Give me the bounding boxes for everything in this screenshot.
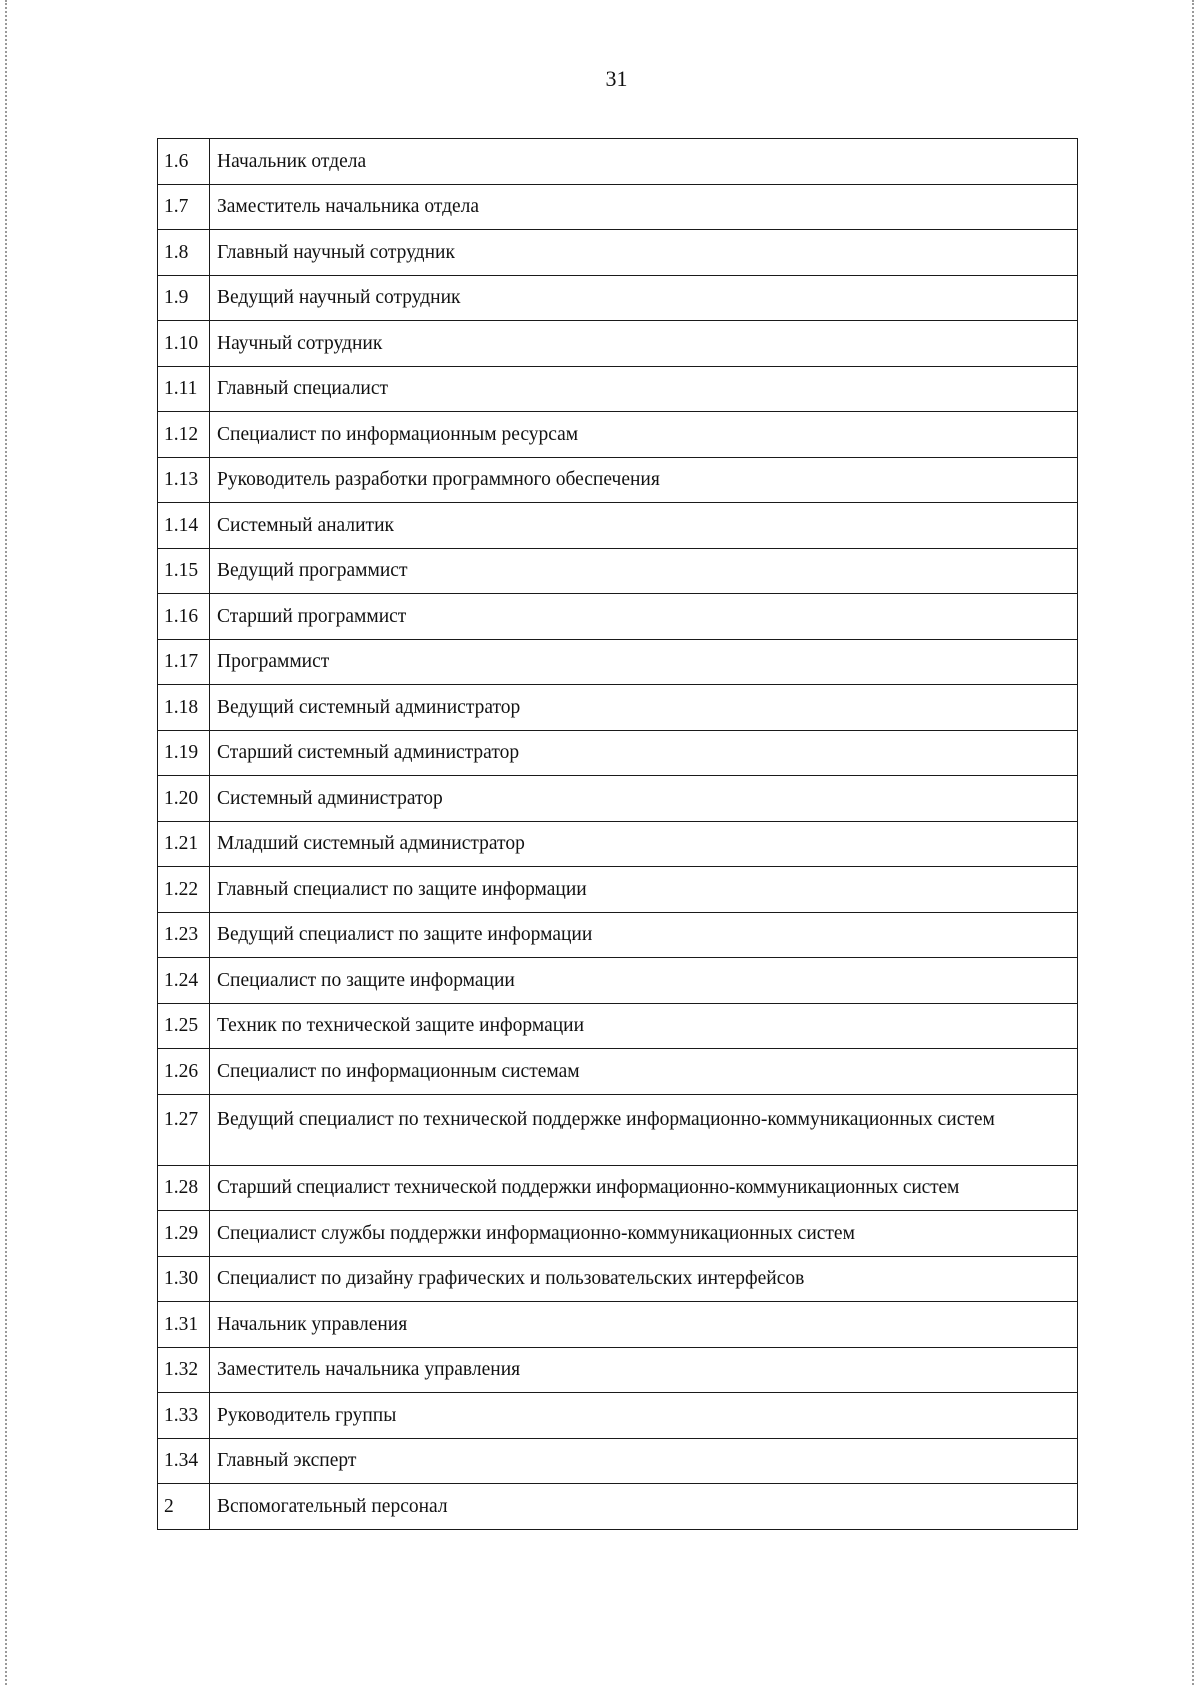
table-row <box>158 366 1078 412</box>
table-row <box>158 1347 1078 1393</box>
row-number: 1.34 <box>158 1438 210 1484</box>
table-row <box>158 639 1078 685</box>
row-number: 1.9 <box>158 275 210 321</box>
row-number: 1.20 <box>158 776 210 822</box>
row-number: 1.7 <box>158 184 210 230</box>
row-number: 1.28 <box>158 1165 210 1211</box>
table-row <box>158 867 1078 913</box>
row-number: 1.19 <box>158 730 210 776</box>
table-row <box>158 412 1078 458</box>
table-row <box>158 503 1078 549</box>
table-row <box>158 1094 1078 1165</box>
row-number: 1.26 <box>158 1049 210 1095</box>
row-number: 1.30 <box>158 1256 210 1302</box>
table-row <box>158 685 1078 731</box>
position-title: Ведущий системный администратор <box>210 685 1078 731</box>
table-row <box>158 1438 1078 1484</box>
table-row <box>158 1256 1078 1302</box>
table-row <box>158 1003 1078 1049</box>
row-number: 1.13 <box>158 457 210 503</box>
table-row <box>158 548 1078 594</box>
table-row <box>158 1393 1078 1439</box>
table-row <box>158 821 1078 867</box>
row-number: 1.15 <box>158 548 210 594</box>
table-row <box>158 912 1078 958</box>
position-title: Начальник управления <box>210 1302 1078 1348</box>
row-number: 1.25 <box>158 1003 210 1049</box>
row-number: 1.21 <box>158 821 210 867</box>
position-title: Специалист по информационным системам <box>210 1049 1078 1095</box>
table-row <box>158 139 1078 185</box>
table-row <box>158 776 1078 822</box>
table-row <box>158 1302 1078 1348</box>
position-title: Руководитель разработки программного обеспечения <box>210 457 1078 503</box>
position-title: Главный научный сотрудник <box>210 230 1078 276</box>
position-title: Специалист по защите информации <box>210 958 1078 1004</box>
table-row <box>158 275 1078 321</box>
position-title: Программист <box>210 639 1078 685</box>
table-row <box>158 1165 1078 1211</box>
position-title: Системный администратор <box>210 776 1078 822</box>
row-number: 1.14 <box>158 503 210 549</box>
row-number: 1.16 <box>158 594 210 640</box>
position-title: Специалист службы поддержки информационно-коммуникационных систем <box>210 1211 1078 1257</box>
position-title: Руководитель группы <box>210 1393 1078 1439</box>
row-number: 1.12 <box>158 412 210 458</box>
position-title: Специалист по дизайну графических и пользовательских интерфейсов <box>210 1256 1078 1302</box>
position-title: Системный аналитик <box>210 503 1078 549</box>
row-number: 1.31 <box>158 1302 210 1348</box>
table-row <box>158 457 1078 503</box>
position-title: Главный эксперт <box>210 1438 1078 1484</box>
table-row <box>158 184 1078 230</box>
row-number: 1.29 <box>158 1211 210 1257</box>
position-title: Специалист по информационным ресурсам <box>210 412 1078 458</box>
position-title: Старший программист <box>210 594 1078 640</box>
row-number: 1.33 <box>158 1393 210 1439</box>
positions-table <box>157 138 1078 1530</box>
position-title: Научный сотрудник <box>210 321 1078 367</box>
row-number: 2 <box>158 1484 210 1530</box>
table-row <box>158 594 1078 640</box>
row-number: 1.10 <box>158 321 210 367</box>
position-title: Ведущий специалист по защите информации <box>210 912 1078 958</box>
table-row <box>158 321 1078 367</box>
table-row <box>158 730 1078 776</box>
row-number: 1.17 <box>158 639 210 685</box>
row-number: 1.24 <box>158 958 210 1004</box>
position-title: Главный специалист по защите информации <box>210 867 1078 913</box>
row-number: 1.23 <box>158 912 210 958</box>
position-title: Заместитель начальника отдела <box>210 184 1078 230</box>
position-title: Ведущий научный сотрудник <box>210 275 1078 321</box>
table-row <box>158 1211 1078 1257</box>
row-number: 1.8 <box>158 230 210 276</box>
table-row <box>158 230 1078 276</box>
row-number: 1.32 <box>158 1347 210 1393</box>
row-number: 1.27 <box>158 1094 210 1165</box>
row-number: 1.22 <box>158 867 210 913</box>
table-row <box>158 958 1078 1004</box>
scan-edge-right <box>1192 0 1194 1685</box>
row-number: 1.6 <box>158 139 210 185</box>
position-title: Заместитель начальника управления <box>210 1347 1078 1393</box>
position-title: Старший системный администратор <box>210 730 1078 776</box>
position-title: Младший системный администратор <box>210 821 1078 867</box>
table-row <box>158 1049 1078 1095</box>
position-title: Ведущий специалист по технической поддержке информационно-коммуникационных систем <box>210 1094 1078 1165</box>
position-title: Техник по технической защите информации <box>210 1003 1078 1049</box>
scan-edge-left <box>5 0 7 1685</box>
row-number: 1.18 <box>158 685 210 731</box>
position-title: Старший специалист технической поддержки информационно-коммуникационных систем <box>210 1165 1078 1211</box>
page-number: 31 <box>605 66 628 91</box>
table-row <box>158 1484 1078 1530</box>
position-title: Начальник отдела <box>210 139 1078 185</box>
position-title: Вспомогательный персонал <box>210 1484 1078 1530</box>
position-title: Главный специалист <box>210 366 1078 412</box>
position-title: Ведущий программист <box>210 548 1078 594</box>
row-number: 1.11 <box>158 366 210 412</box>
